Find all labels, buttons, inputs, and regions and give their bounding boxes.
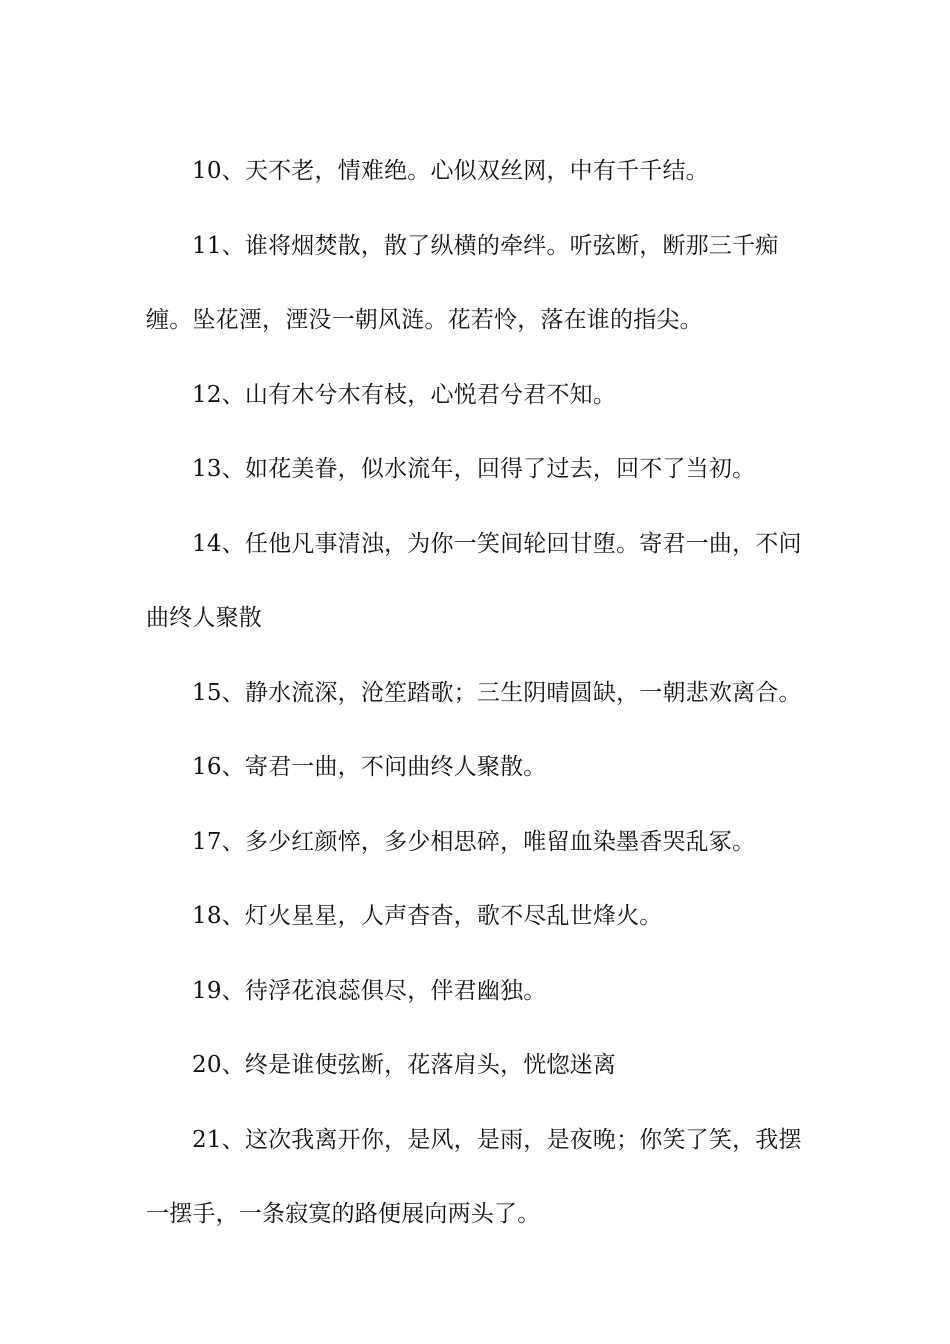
paragraph-16: 16、寄君一曲，不问曲终人聚散。 <box>192 754 547 780</box>
paragraph-20: 20、终是谁使弦断，花落肩头，恍惚迷离 <box>192 1052 617 1078</box>
paragraph-18: 18、灯火星星，人声杳杳，歌不尽乱世烽火。 <box>192 903 663 929</box>
paragraph-10: 10、天不老，情难绝。心似双丝网，中有千千结。 <box>192 158 709 184</box>
paragraph-14: 14、任他凡事清浊，为你一笑间轮回甘堕。寄君一曲，不问曲终人聚散 <box>146 530 802 631</box>
paragraph-13: 13、如花美眷，似水流年，回得了过去，回不了当初。 <box>192 456 756 482</box>
paragraph-11: 11、谁将烟焚散，散了纵横的牵绊。听弦断，断那三千痴缠。坠花湮，湮没一朝风涟。花若怜，落在谁的指尖。 <box>146 232 779 333</box>
paragraph-19: 19、待浮花浪蕊俱尽，伴君幽独。 <box>192 977 547 1004</box>
paragraph-12: 12、山有木兮木有枝，心悦君兮君不知。 <box>192 381 617 408</box>
paragraph-15: 15、静水流深，沧笙踏歌；三生阴晴圆缺，一朝悲欢离合。 <box>192 679 802 706</box>
paragraph-21: 21、这次我离开你，是风，是雨，是夜晚；你笑了笑，我摆一摆手，一条寂寞的路便展向两头了。 <box>146 1126 802 1227</box>
document-body <box>146 134 806 1252</box>
paragraph-17: 17、多少红颜悴，多少相思碎，唯留血染墨香哭乱冢。 <box>192 828 756 855</box>
